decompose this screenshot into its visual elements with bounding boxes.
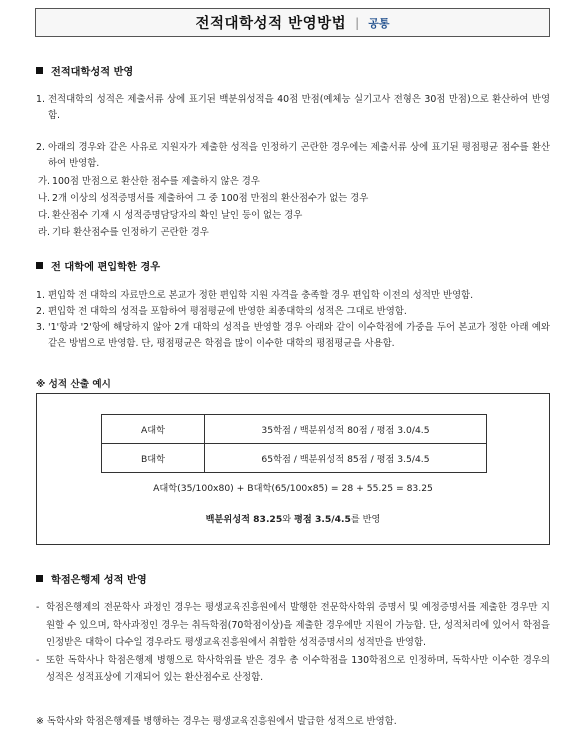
table-cell-value: 65학점 / 백분위성적 85점 / 평점 3.5/4.5 — [205, 444, 487, 473]
sub-item — [38, 190, 550, 207]
item-number: 1. — [36, 290, 45, 301]
table-row — [102, 444, 487, 473]
table-cell-label: A대학 — [102, 415, 205, 444]
list-item — [36, 304, 550, 320]
section1-items-2 — [36, 140, 550, 172]
result-gpa: 평점 3.5/4.5 — [294, 514, 351, 525]
item-text: 편입학 전 대학의 성적을 포함하여 평점평균에 반영한 최종대학의 성적은 그대로 반영함. — [48, 306, 407, 317]
section1-subitems — [36, 173, 550, 241]
title-tag: 공통 — [368, 16, 390, 30]
item-dash: - — [36, 654, 40, 666]
square-bullet-icon — [36, 67, 43, 74]
result-ending: 를 반영 — [350, 514, 381, 525]
item-number: 2. — [36, 142, 45, 153]
section2-items — [36, 288, 550, 352]
item-number: 3. — [36, 322, 45, 333]
list-item — [36, 288, 550, 304]
section-heading-text: 학점은행제 성적 반영 — [51, 575, 147, 586]
item-dash: - — [36, 602, 40, 613]
item-text: 전적대학의 성적은 제출서류 상에 표기된 백분위성적을 40점 만점(예체능 실기고사 전형은 30점 만점)으로 환산하여 반영함. — [48, 94, 550, 121]
result-line — [37, 511, 549, 525]
item-text: 편입학 전 대학의 자료만으로 본교가 정한 편입학 지원 자격을 충족할 경우 편입학 이전의 성적만 반영함. — [48, 290, 474, 301]
list-item — [36, 140, 550, 172]
item-number: 2. — [36, 306, 45, 317]
section-heading-credit-bank — [36, 571, 147, 586]
title-separator: | — [355, 15, 360, 30]
page-title: 전적대학성적 반영방법 — [195, 16, 347, 32]
table-cell-value: 35학점 / 백분위성적 80점 / 평점 3.0/4.5 — [205, 415, 487, 444]
example-heading: ※ 성적 산출 예시 — [36, 379, 111, 390]
section-heading-text: 전 대학에 편입학한 경우 — [51, 262, 161, 273]
list-item — [36, 92, 550, 124]
sub-item-text: 100점 만점으로 환산한 점수를 제출하지 않은 경우 — [52, 176, 260, 187]
section-heading-transfer-grades — [36, 63, 133, 78]
result-percentile: 백분위성적 83.25 — [205, 514, 283, 525]
item-text: 학점은행제의 전문학사 과정인 경우는 평생교육진흥원에서 발행한 전문학사학위 증명서 및 예정증명서를 제출한 경우만 지원할 수 있으며, 학사과정인 경우는 취득학점(70학점이상)을 제출한 경우에만 지원이 가능함. 단, 성적처리에 있어서 학점을 인정받은 대학이 다수일 경우라도 평생교육진흥원에서 취합한 성적증명서의 성적만을 반영함. — [46, 602, 550, 648]
square-bullet-icon — [36, 262, 43, 269]
footnote: ※ 독학사와 학점은행제를 병행하는 경우는 평생교육진흥원에서 발급한 성적으로 반영함. — [36, 716, 397, 727]
sub-item-marker: 나. — [38, 193, 51, 204]
section3-items — [36, 599, 550, 687]
sub-item-text: 기타 환산점수를 인정하기 곤란한 경우 — [52, 227, 209, 238]
sub-item-text: 2개 이상의 성적증명서를 제출하여 그 중 100점 만점의 환산점수가 없는 경우 — [52, 193, 369, 204]
page-title-box — [35, 8, 550, 37]
sub-item — [38, 224, 550, 241]
result-connector: 와 — [282, 514, 295, 525]
list-item — [36, 320, 550, 352]
example-box — [36, 393, 550, 545]
item-number: 1. — [36, 94, 45, 105]
table-cell-label: B대학 — [102, 444, 205, 473]
item-text: 아래의 경우와 같은 사유로 지원자가 제출한 성적을 인정하기 곤란한 경우에는 제출서류 상에 표기된 평점평균 점수를 환산하여 반영함. — [48, 142, 550, 169]
table-row — [102, 415, 487, 444]
sub-item — [38, 207, 550, 224]
list-item — [36, 652, 550, 687]
section-heading-text: 전적대학성적 반영 — [51, 67, 134, 78]
sub-item-text: 환산점수 기재 시 성적증명담당자의 확인 날인 등이 없는 경우 — [52, 210, 303, 221]
sub-item — [38, 173, 550, 190]
sub-item-marker: 다. — [38, 210, 51, 221]
example-table — [101, 414, 487, 473]
section-heading-transferred — [36, 258, 160, 273]
calculation-line: A대학(35/100x80) + B대학(65/100x85) = 28 + 55.25 = 83.25 — [153, 483, 433, 494]
sub-item-marker: 가. — [38, 176, 51, 187]
list-item — [36, 599, 550, 652]
item-text: 또한 독학사나 학점은행제 병행으로 학사학위를 받은 경우 총 이수학점을 130학점으로 인정하며, 독학사만 이수한 경우의 성적은 성적표상에 기재되어 있는 환산점수로 산정함. — [46, 654, 550, 683]
square-bullet-icon — [36, 575, 43, 582]
sub-item-marker: 라. — [38, 227, 51, 238]
section1-items — [36, 92, 550, 124]
item-text: '1'항과 '2'항에 해당하지 않아 2개 대학의 성적을 반영할 경우 아래와 같이 이수학점에 가중을 두어 본교가 정한 아래 예와 같은 방법으로 반영함. 단, 평점평균은 학점을 많이 이수한 대학의 평점평균을 사용함. — [48, 322, 550, 349]
